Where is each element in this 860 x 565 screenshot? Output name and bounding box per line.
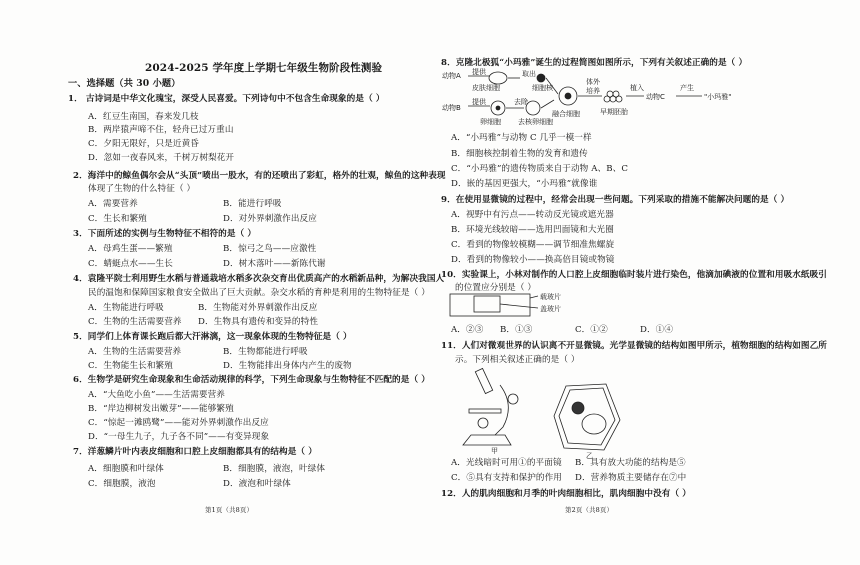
answer-option: A．需要营养: [88, 199, 138, 209]
answer-option: B．①③: [500, 325, 533, 335]
question-stem: 6．生物学是研究生命现象和生命活动规律的科学，下列生命现象与生物特征不匹配的是（ ）: [73, 375, 430, 385]
answer-option: B．惊弓之鸟——应激性: [223, 244, 317, 254]
plant-cell-diagram: [548, 380, 638, 460]
page-footer-left: 第1页（共8页）: [205, 506, 254, 514]
answer-option: D．“一母生九子，九子各不同”——有变异现象: [88, 432, 270, 442]
fused-nucleus-shape: [565, 93, 571, 99]
diagram-label: 早期胚胎: [600, 108, 628, 116]
egg-nucleus-shape: [496, 106, 500, 110]
answer-option: A．生物的生活需要营养: [88, 347, 182, 357]
answer-option: D．嵌的基因更强大，“小玛雅”就像谁: [451, 179, 598, 189]
cloning-diagram: [440, 68, 760, 128]
answer-option: C．“惊起一滩鸥鹭”——能对外界刺激作出反应: [88, 418, 269, 428]
answer-option: 体现了生物的什么特征（ ）: [88, 184, 196, 194]
answer-option: C．①②: [575, 325, 608, 335]
microscope-diagram: [455, 365, 535, 455]
diagram-label: 盖玻片: [540, 305, 561, 313]
answer-option: A．母鸡生蛋——繁殖: [88, 244, 173, 254]
answer-option: A．②③: [451, 325, 484, 335]
figure-label-jia: 甲: [491, 447, 498, 455]
answer-option: A．“小玛雅”与动物 C 几乎一模一样: [451, 133, 592, 143]
diagram-label: 产生: [680, 84, 694, 92]
diagram-label: "小玛雅": [704, 93, 732, 101]
cover-slip-shape: [474, 296, 500, 312]
diagram-label: 皮肤细胞: [472, 84, 500, 92]
question-stem: 3．下面所述的实例与生物特征不相符的是（ ）: [73, 229, 257, 239]
glass-slide-shape: [450, 294, 530, 316]
diagram-label: 培养: [586, 87, 600, 95]
diagram-label: 取出: [522, 70, 536, 78]
answer-option: B．具有放大功能的结构是⑤: [575, 458, 686, 468]
answer-option: D．生物具有遗传和变异的特性: [198, 317, 319, 327]
enucleated-egg-shape: [526, 101, 540, 115]
answer-option: A．细胞膜和叶绿体: [88, 464, 164, 474]
answer-option: D．①④: [640, 325, 674, 335]
question-stem: 12．人的肌肉细胞和月季的叶肉细胞相比，肌肉细胞中没有（ ）: [441, 489, 691, 499]
diagram-label: 体外: [586, 78, 600, 86]
answer-option: D．看到的物像较小——换高倍目镜或物镜: [451, 255, 615, 265]
question-stem: 5．同学们上体育课长跑后都大汗淋漓，这一现象体现的生物特征是（ ）: [73, 332, 352, 342]
diagram-label: 植入: [630, 84, 644, 92]
answer-option: B．生物都能进行呼吸: [223, 347, 308, 357]
answer-option: D．营养物质主要储存在⑦中: [575, 473, 687, 483]
answer-option: 示。下列相关叙述正确的是（ ）: [455, 355, 580, 365]
answer-option: A．“大鱼吃小鱼”——生活需要营养: [88, 390, 226, 400]
answer-option: D．忽如一夜春风来，千树万树梨花开: [88, 153, 235, 163]
diagram-label: 载玻片: [540, 293, 561, 301]
answer-option: C．生长和繁殖: [88, 214, 147, 224]
answer-option: B．细胞核控制着生物的发育和遗传: [451, 149, 588, 159]
diagram-label: 提供: [472, 98, 486, 106]
nucleus-shape: [537, 74, 545, 82]
answer-option: B．“岸边柳树发出嫩芽”——能够繁殖: [88, 404, 234, 414]
answer-option: B．生物能对外界刺激作出反应: [198, 303, 318, 313]
answer-option: A．生物能进行呼吸: [88, 303, 164, 313]
diagram-label: 卵细胞: [480, 118, 501, 126]
diagram-label: 细胞核: [532, 84, 553, 92]
answer-option: A．光线暗时可用①的平面镜: [451, 458, 562, 468]
answer-option: C．看到的物像较模糊——调节细准焦螺旋: [451, 240, 615, 250]
question-stem: 2．海洋中的鲸鱼偶尔会从“头顶”喷出一股水，有的还喷出了彩虹，格外的壮观，鲸鱼的这种表现: [73, 171, 446, 181]
answer-option: C．夕阳无限好，只是近黄昏: [88, 139, 200, 149]
diagram-label: 动物B: [442, 104, 461, 112]
question-stem: 11．人们对微观世界的认识离不开显微镜。光学显微镜的结构如图甲所示，植物细胞的结构如图乙所: [441, 341, 827, 351]
page-footer-right: 第2页（共8页）: [565, 506, 614, 514]
answer-option: D．液泡和叶绿体: [223, 479, 291, 489]
answer-option: B．两岸猿声啼不住，轻舟已过万重山: [88, 125, 234, 135]
answer-option: A．红豆生南国，春来发几枝: [88, 112, 199, 122]
slide-diagram: [448, 292, 588, 320]
answer-option: D．生物能排出身体内产生的废物: [223, 361, 352, 371]
answer-option: 民的温饱和保障国家粮食安全做出了巨大贡献。杂交水稻的育种是利用的生物特征是（ ）: [88, 288, 430, 298]
answer-option: D．对外界刺激作出反应: [223, 214, 317, 224]
question-stem: 4．袁隆平院士利用野生水稻与普通栽培水稻多次杂交育出优质高产的水稻新品种，为解决我国人: [73, 274, 445, 284]
answer-option: C．生物能生长和繁殖: [88, 361, 173, 371]
answer-option: C．细胞膜，液泡: [88, 479, 156, 489]
page-title: 2024-2025 学年度上学期七年级生物阶段性测验: [145, 62, 383, 74]
answer-option: C．生物的生活需要营养: [88, 317, 182, 327]
answer-option: 的位置应分别是（ ）: [455, 283, 537, 293]
answer-option: C．蜻蜓点水——生长: [88, 259, 173, 269]
answer-option: C．“小玛雅”的遗传物质来自于动物 A、B、C: [451, 164, 628, 174]
diagram-label: 去除: [514, 98, 528, 106]
diagram-label: 去核卵细胞: [518, 118, 553, 126]
answer-option: B．细胞膜，液泡，叶绿体: [223, 464, 326, 474]
answer-option: A．视野中有污点——转动反光镜或遮光器: [451, 210, 614, 220]
answer-option: C．⑤具有支持和保护的作用: [451, 473, 563, 483]
answer-option: B．能进行呼吸: [223, 199, 282, 209]
diagram-label: 动物A: [442, 72, 461, 80]
diagram-label: 动物C: [646, 93, 665, 101]
question-stem: 10．实验课上，小林对制作的人口腔上皮细胞临时装片进行染色，他滴加碘液的位置和用吸水纸吸引: [441, 270, 827, 280]
diagram-label: 融合细胞: [552, 110, 580, 118]
figure-label-yi: 乙: [586, 452, 593, 460]
diagram-label: 提供: [472, 68, 486, 76]
question-stem: 9．在使用显微镜的过程中，经常会出现一些问题。下列采取的措施不能解决问题的是（ ）: [441, 195, 790, 205]
question-stem: 1． 古诗词是中华文化瑰宝，深受人民喜爱。下列诗句中不包含生命现象的是（ ）: [68, 94, 385, 104]
question-stem: 7．洋葱鳞片叶内表皮细胞和口腔上皮细胞都具有的结构是（ ）: [73, 447, 317, 457]
arrow: [541, 100, 554, 108]
embryo-shape: [604, 91, 622, 102]
answer-option: D．树木落叶——新陈代谢: [223, 259, 326, 269]
question-stem: 8．克隆北极狐“小玛雅”诞生的过程简图如图所示，下列有关叙述正确的是（ ）: [441, 58, 748, 68]
section-heading: 一、选择题（共 30 小题）: [68, 78, 181, 89]
answer-option: B．环境光线较暗——选用凹面镜和大光圈: [451, 225, 614, 235]
skin-cell-shape: [489, 72, 507, 84]
